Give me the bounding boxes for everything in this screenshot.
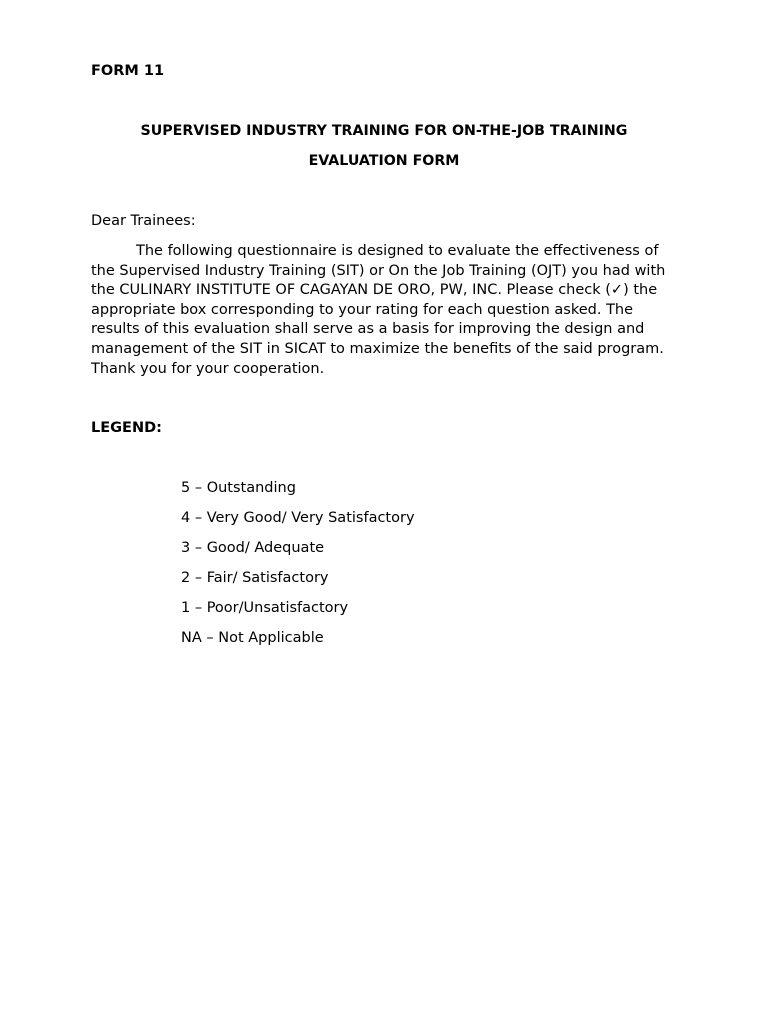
intro-paragraph: The following questionnaire is designed to evaluate the effectiveness of the Supervised Industry Training (SIT) or On the Job Training (OJT) you had with the CULINARY INSTITUTE OF CAGAYAN DE ORO, PW, INC. Please check (✓) the appropriate box corresponding to your rating for each question asked. The results of this evaluation shall serve as a basis for improving the design and management of the SIT in SICAT to maximize the benefits of the said program. Thank you for your cooperation. — [91, 243, 666, 377]
salutation: Dear Trainees: — [91, 213, 196, 229]
legend-item-2: 2 – Fair/ Satisfactory — [181, 570, 329, 586]
form-number: FORM 11 — [91, 63, 165, 79]
document-title-line-2: EVALUATION FORM — [308, 153, 460, 169]
legend-heading: LEGEND: — [91, 420, 162, 436]
legend-list — [181, 479, 415, 659]
legend-item-1: 1 – Poor/Unsatisfactory — [181, 600, 349, 616]
legend-item-4: 4 – Very Good/ Very Satisfactory — [181, 510, 415, 526]
legend-item-na: NA – Not Applicable — [181, 630, 324, 646]
legend-item-5: 5 – Outstanding — [181, 480, 296, 496]
document-title-line-1: SUPERVISED INDUSTRY TRAINING FOR ON-THE-JOB TRAINING — [140, 123, 628, 139]
legend-item-3: 3 – Good/ Adequate — [181, 540, 325, 556]
